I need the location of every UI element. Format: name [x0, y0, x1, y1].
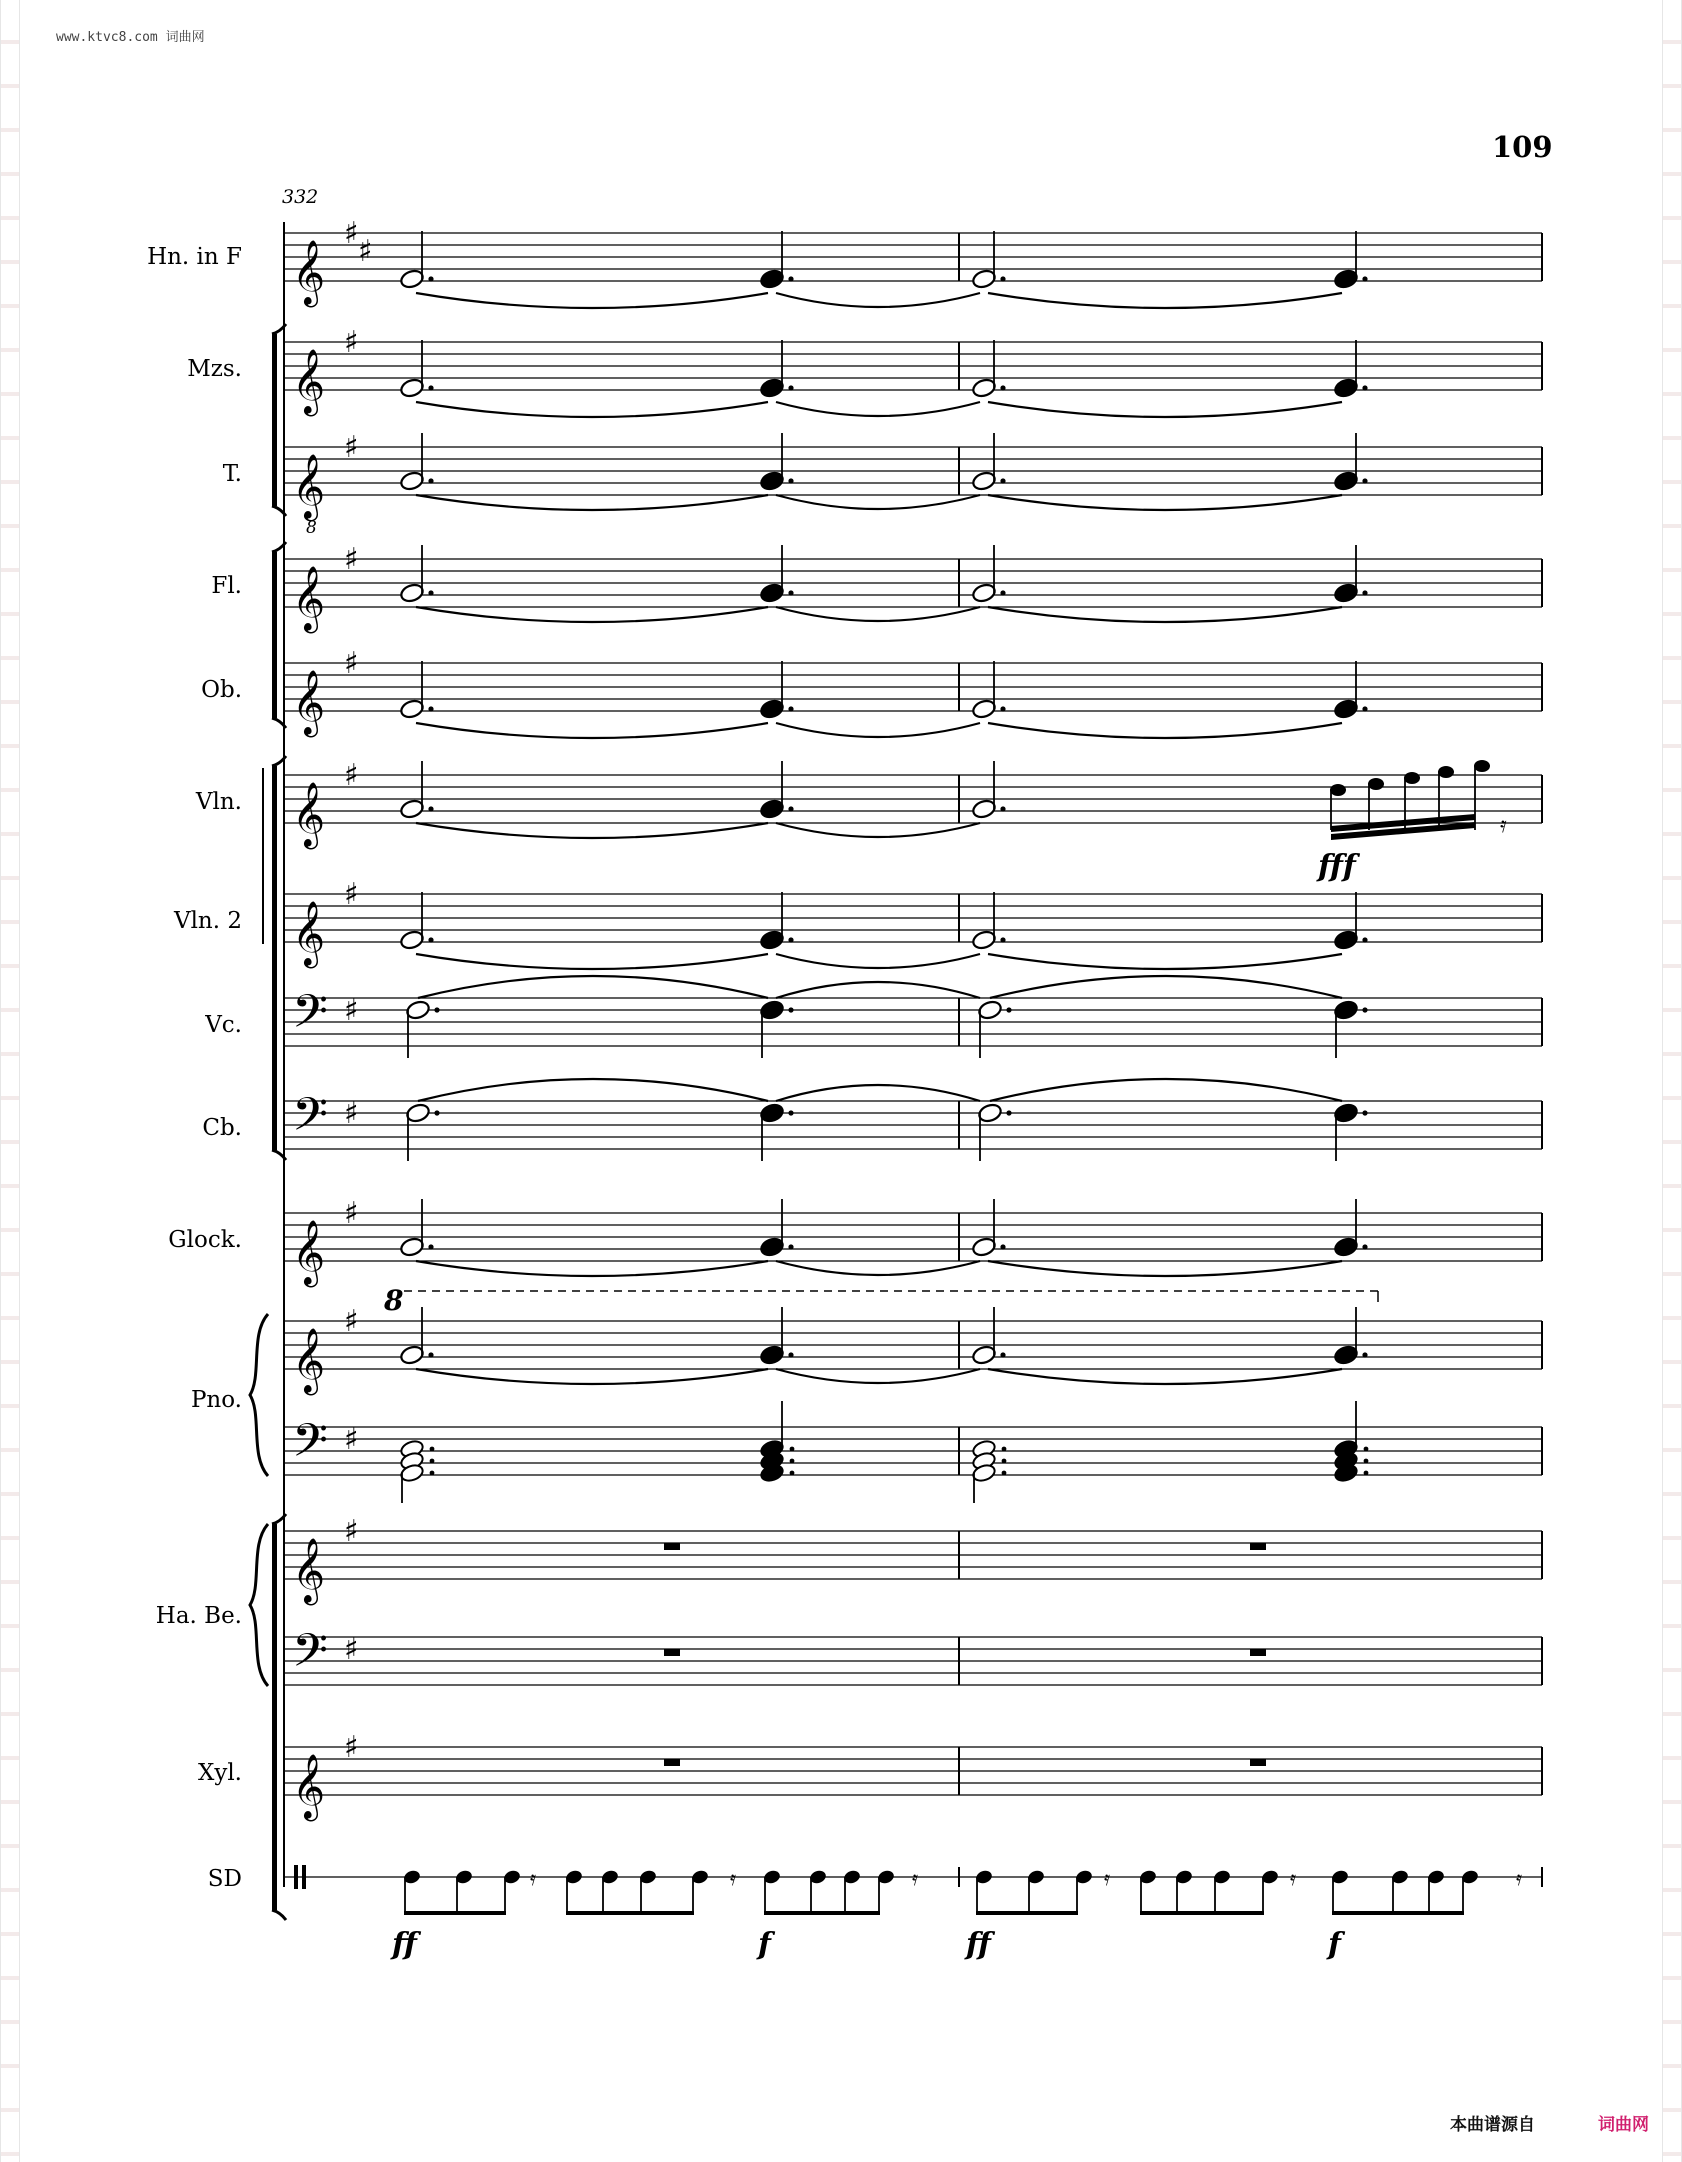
tie	[418, 1079, 768, 1101]
instrument-label-cello: Vc.	[205, 1012, 242, 1038]
percussion-bracket-cap	[272, 1910, 286, 1920]
half-note	[405, 999, 431, 1021]
dot	[1000, 590, 1005, 595]
sharp-icon: ♯	[344, 1304, 359, 1339]
dot	[1362, 1352, 1367, 1357]
bass-clef-icon: 𝄢	[292, 1624, 329, 1689]
tie	[988, 495, 1342, 510]
dot	[1362, 706, 1367, 711]
treble-clef-icon: 𝄞	[292, 240, 326, 305]
strings-bracket	[272, 766, 277, 1150]
whole-rest-icon	[664, 1649, 680, 1656]
dot	[788, 1110, 793, 1115]
beam	[976, 1911, 1078, 1915]
quarter-note	[1333, 470, 1359, 492]
rest-icon: 𝄿	[1104, 1866, 1111, 1890]
bass-clef-icon: 𝄢	[292, 1414, 329, 1479]
tie	[416, 823, 768, 838]
tie	[416, 954, 768, 969]
instrument-label-horn: Hn. in F	[147, 244, 242, 270]
treble-clef-icon: 𝄞	[292, 1538, 326, 1603]
tie	[776, 954, 980, 968]
tie	[776, 982, 980, 998]
instrument-label-tenor: T.	[222, 461, 242, 487]
dot	[790, 1471, 795, 1476]
sixteenth-note	[1474, 760, 1490, 772]
dot	[430, 1447, 435, 1452]
tie	[416, 402, 768, 417]
woodwind-bracket	[272, 552, 277, 718]
dot	[788, 1007, 793, 1012]
dot	[1362, 1244, 1367, 1249]
dot	[788, 1244, 793, 1249]
dot	[1362, 1007, 1367, 1012]
bass-clef-icon: 𝄢	[292, 985, 329, 1050]
dot	[788, 806, 793, 811]
instrument-label-harp: Ha. Be.	[155, 1603, 242, 1629]
sixteenth-note	[1330, 784, 1346, 796]
half-note	[977, 999, 1003, 1021]
dot	[428, 1244, 433, 1249]
dot	[1000, 1352, 1005, 1357]
dot	[788, 706, 793, 711]
half-note	[405, 1102, 431, 1124]
instrument-label-piano: Pno.	[190, 1387, 242, 1413]
beam	[404, 1911, 506, 1915]
percussion-bracket	[272, 1524, 277, 1910]
sharp-icon: ♯	[344, 1730, 359, 1765]
quarter-note	[759, 377, 785, 399]
whole-rest-icon	[664, 1543, 680, 1550]
beam	[1332, 1911, 1464, 1915]
tie	[416, 1369, 768, 1384]
instrument-label-snare-drum: SD	[207, 1866, 242, 1892]
dot	[1362, 937, 1367, 942]
sharp-icon: ♯	[344, 758, 359, 793]
percussion-clef-icon	[302, 1865, 306, 1889]
half-note	[399, 798, 425, 820]
instrument-label-contrabass: Cb.	[202, 1115, 242, 1141]
dot	[430, 1471, 435, 1476]
tie	[776, 823, 980, 837]
measure-number: 332	[282, 186, 319, 208]
half-note	[971, 929, 997, 951]
tie	[776, 1369, 980, 1383]
sharp-icon: ♯	[344, 325, 359, 360]
sharp-icon: ♯	[344, 993, 359, 1028]
sharp-icon: ♯	[344, 1514, 359, 1549]
tie	[416, 723, 768, 738]
half-note	[977, 1102, 1003, 1124]
treble-clef-icon: 𝄞	[292, 901, 326, 966]
quarter-note	[1333, 268, 1359, 290]
quarter-note	[759, 1102, 785, 1124]
sharp-icon: ♯	[344, 1196, 359, 1231]
tie	[418, 976, 768, 998]
dot	[1000, 1244, 1005, 1249]
dot	[1362, 385, 1367, 390]
quarter-note	[759, 798, 785, 820]
treble-clef-icon: 𝄞	[292, 670, 326, 735]
dot	[1362, 478, 1367, 483]
sixteenth-note	[1368, 778, 1384, 790]
dot	[428, 276, 433, 281]
dot	[1364, 1459, 1369, 1464]
dot	[788, 478, 793, 483]
sixteenth-note	[1404, 772, 1420, 784]
dot	[1000, 706, 1005, 711]
instrument-label-flute: Fl.	[211, 573, 242, 599]
piano-brace	[250, 1314, 268, 1476]
dot	[1364, 1447, 1369, 1452]
sharp-icon: ♯	[344, 646, 359, 681]
tie	[776, 1085, 980, 1101]
treble-clef-icon: 𝄞	[292, 782, 326, 847]
tie	[988, 607, 1342, 622]
dot	[788, 1352, 793, 1357]
dot	[434, 1110, 439, 1115]
beam	[764, 1911, 880, 1915]
whole-rest-icon	[1250, 1543, 1266, 1550]
dot	[1000, 806, 1005, 811]
tie	[776, 1261, 980, 1275]
quarter-note	[759, 470, 785, 492]
dot	[1362, 1110, 1367, 1115]
treble-clef-icon: 𝄞	[292, 1220, 326, 1285]
sharp-icon: ♯	[344, 1422, 359, 1457]
sharp-icon: ♯	[344, 542, 359, 577]
instrument-label-xylophone: Xyl.	[197, 1760, 242, 1786]
sharp-icon: ♯	[344, 877, 359, 912]
footer-source: 本曲谱源自	[1450, 2115, 1535, 2135]
site-url[interactable]: www.ktvc8.com 词曲网	[56, 30, 205, 45]
quarter-note	[1333, 582, 1359, 604]
dot	[788, 276, 793, 281]
sixteenth-rest-icon: 𝄿	[1500, 813, 1507, 838]
half-note	[399, 1344, 425, 1366]
rest-icon: 𝄿	[1516, 1866, 1523, 1890]
dot	[428, 937, 433, 942]
half-note	[399, 929, 425, 951]
violin-sub-bracket	[262, 768, 264, 944]
dot	[1364, 1471, 1369, 1476]
footer-brand[interactable]: 词曲网	[1598, 2115, 1649, 2135]
dot	[428, 1352, 433, 1357]
sixteenth-note	[1438, 766, 1454, 778]
dot	[790, 1459, 795, 1464]
page-number: 109	[1492, 130, 1553, 164]
dot	[428, 806, 433, 811]
vocal-bracket	[272, 334, 277, 506]
treble-clef-icon: 𝄞	[292, 349, 326, 414]
quarter-note	[1333, 999, 1359, 1021]
tie	[776, 402, 980, 416]
tie	[776, 723, 980, 737]
dot	[1000, 276, 1005, 281]
percussion-clef-icon	[294, 1865, 298, 1889]
half-note	[971, 470, 997, 492]
dot	[428, 706, 433, 711]
treble-clef-icon: 𝄞	[292, 566, 326, 631]
dot	[428, 478, 433, 483]
half-note	[971, 1236, 997, 1258]
dynamic-f-m2: f	[1328, 1927, 1341, 1962]
treble-clef-icon: 𝄞	[292, 1328, 326, 1393]
ottava-mark: 8	[384, 1284, 404, 1317]
dot	[1002, 1447, 1007, 1452]
dynamic-fff: fff	[1318, 849, 1356, 884]
treble-clef-icon: 𝄞	[292, 454, 326, 519]
half-note	[399, 268, 425, 290]
dot	[1002, 1459, 1007, 1464]
beam	[566, 1911, 694, 1915]
half-note	[399, 1236, 425, 1258]
dot	[790, 1447, 795, 1452]
tie	[988, 1369, 1342, 1384]
dynamic-ff-m1: ff	[392, 1927, 417, 1962]
dynamic-f-m1: f	[758, 1927, 771, 1962]
quarter-note	[759, 999, 785, 1021]
beam	[1140, 1911, 1264, 1915]
sharp-icon: ♯	[358, 234, 373, 269]
whole-rest-icon	[664, 1759, 680, 1766]
tie	[776, 495, 980, 509]
half-note	[971, 377, 997, 399]
quarter-note	[759, 268, 785, 290]
tie	[416, 607, 768, 622]
rest-icon: 𝄿	[912, 1866, 919, 1890]
instrument-label-glockenspiel: Glock.	[168, 1227, 242, 1253]
quarter-note	[759, 698, 785, 720]
quarter-note	[1333, 698, 1359, 720]
dot	[788, 385, 793, 390]
half-note	[971, 268, 997, 290]
dot	[430, 1459, 435, 1464]
brackets	[250, 324, 286, 1920]
clefs	[292, 216, 373, 1889]
dot	[1006, 1110, 1011, 1115]
dot	[1362, 276, 1367, 281]
half-note	[971, 582, 997, 604]
quarter-note	[1333, 1102, 1359, 1124]
half-note	[971, 1344, 997, 1366]
rest-icon: 𝄿	[530, 1866, 537, 1890]
instrument-label-violin-2: Vln. 2	[173, 908, 242, 934]
half-note	[399, 470, 425, 492]
instrument-label-oboe: Ob.	[201, 677, 242, 703]
half-note	[399, 582, 425, 604]
whole-rest-icon	[1250, 1759, 1266, 1766]
tie	[416, 1261, 768, 1276]
dot	[1000, 478, 1005, 483]
tenor-octave-mark: 8	[306, 518, 317, 538]
dot	[788, 937, 793, 942]
quarter-note	[759, 1236, 785, 1258]
half-note	[971, 798, 997, 820]
treble-clef-icon: 𝄞	[292, 1754, 326, 1819]
tie	[990, 976, 1342, 998]
sharp-icon: ♯	[344, 430, 359, 465]
tie	[988, 1261, 1342, 1276]
dot	[428, 590, 433, 595]
half-note	[399, 377, 425, 399]
dot	[434, 1007, 439, 1012]
tie	[776, 607, 980, 621]
dot	[1000, 385, 1005, 390]
quarter-note	[1333, 377, 1359, 399]
dot	[1000, 937, 1005, 942]
tie	[776, 293, 980, 307]
tie	[988, 954, 1342, 969]
sharp-icon: ♯	[344, 216, 359, 251]
tie	[988, 723, 1342, 738]
bass-clef-icon: 𝄢	[292, 1088, 329, 1153]
quarter-note	[759, 1344, 785, 1366]
harp-brace	[250, 1524, 268, 1686]
dot	[1362, 590, 1367, 595]
quarter-note	[1333, 929, 1359, 951]
quarter-note	[759, 582, 785, 604]
dot	[1002, 1471, 1007, 1476]
sharp-icon: ♯	[344, 1632, 359, 1667]
tie	[990, 1079, 1342, 1101]
half-note	[399, 698, 425, 720]
sharp-icon: ♯	[344, 1096, 359, 1131]
instrument-label-mezzo: Mzs.	[187, 356, 242, 382]
rest-icon: 𝄿	[730, 1866, 737, 1890]
tie	[416, 495, 768, 510]
dynamic-ff-m2: ff	[966, 1927, 991, 1962]
dot	[788, 590, 793, 595]
tie	[988, 293, 1342, 308]
tie	[988, 402, 1342, 417]
quarter-note	[1333, 1344, 1359, 1366]
whole-rest-icon	[1250, 1649, 1266, 1656]
quarter-note	[1333, 1236, 1359, 1258]
rest-icon: 𝄿	[1290, 1866, 1297, 1890]
dot	[1006, 1007, 1011, 1012]
half-note	[971, 698, 997, 720]
dot	[428, 385, 433, 390]
quarter-note	[759, 929, 785, 951]
tie	[416, 293, 768, 308]
instrument-label-violin: Vln.	[195, 789, 242, 815]
